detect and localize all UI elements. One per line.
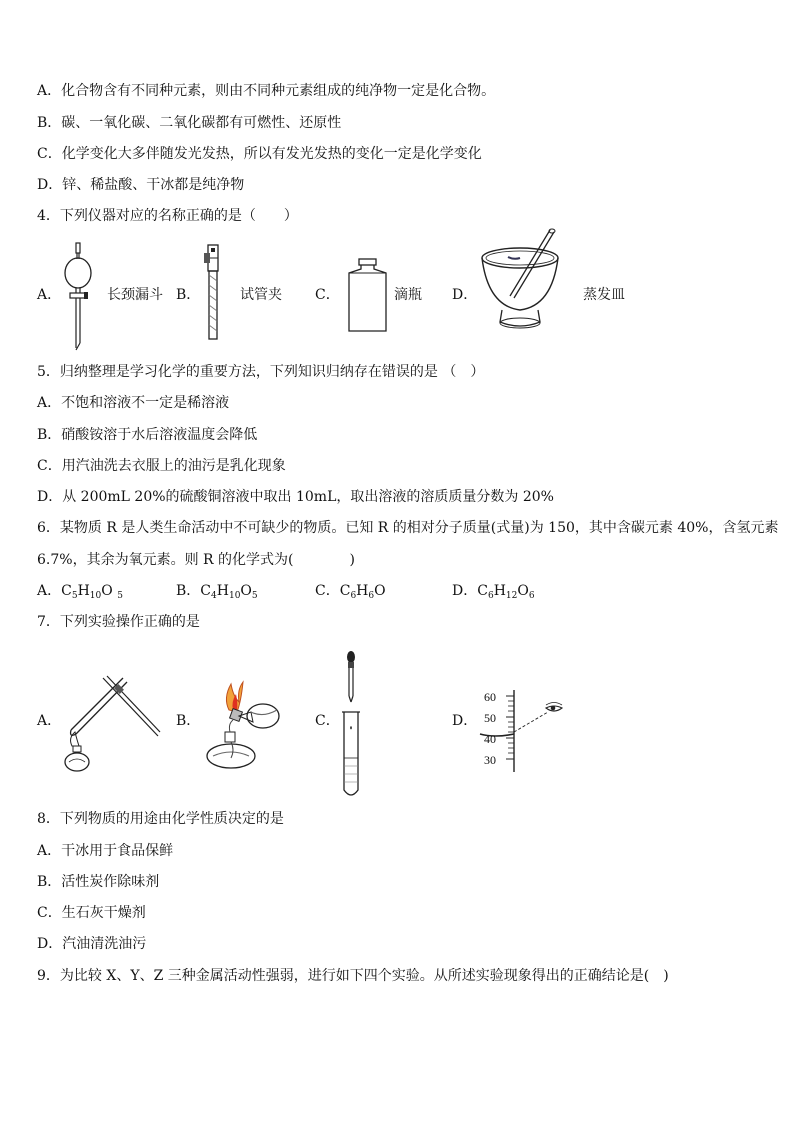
q8-stem: 8．下列物质的用途由化学性质决定的是 <box>37 811 284 827</box>
q3-option-c: C．化学变化大多伴随发光发热，所以有发光发热的变化一定是化学变化 <box>37 146 482 162</box>
q4-option-d-name: 蒸发皿 <box>583 287 625 303</box>
q6-stem-line1: 6．某物质 R 是人类生命活动中不可缺少的物质。已知 R 的相对分子质量(式量)为 150，其中含碳元素 40%，含氢元素 <box>37 520 779 536</box>
cylinder-mark-40: 40 <box>484 732 496 746</box>
alcohol-lamp-lighting-image <box>203 680 283 770</box>
mortar-pestle-image <box>478 226 563 336</box>
q6-option-a: A．$C_5H_{10}O$ $_5$ <box>37 583 123 601</box>
q7-option-c-letter: C． <box>315 713 340 729</box>
q8-option-c: C．生石灰干燥剂 <box>37 905 146 921</box>
graduated-cylinder-reading-image <box>480 690 570 775</box>
q5-option-a: A．不饱和溶液不一定是稀溶液 <box>37 395 230 411</box>
q7-option-b-letter: B． <box>176 713 201 729</box>
q8-option-a: A．干冰用于食品保鲜 <box>37 843 174 859</box>
q4-option-a-name: 长颈漏斗 <box>107 287 163 303</box>
cylinder-mark-50: 50 <box>484 711 496 725</box>
q5-option-c: C．用汽油洗去衣服上的油污是乳化现象 <box>37 458 286 474</box>
q4-option-b-letter: B． <box>176 287 201 303</box>
heating-test-tube-image <box>63 670 163 775</box>
q4-option-b-name: 试管夹 <box>240 287 282 303</box>
q4-stem: 4．下列仪器对应的名称正确的是（ ） <box>37 208 298 224</box>
cylinder-mark-30: 30 <box>484 753 496 767</box>
q4-option-a-letter: A． <box>37 287 62 303</box>
separatory-funnel-image <box>58 243 98 353</box>
q7-option-d-letter: D． <box>452 713 478 729</box>
q7-stem: 7．下列实验操作正确的是 <box>37 614 200 630</box>
q6-stem-line2: 6.7%，其余为氧元素。则 R 的化学式为( ) <box>37 552 355 568</box>
q8-option-d: D．汽油清洗油污 <box>37 936 147 952</box>
test-tube-clamp-image <box>200 245 230 340</box>
q3-option-d: D．锌、稀盐酸、干冰都是纯净物 <box>37 177 245 193</box>
q5-option-b: B．硝酸铵溶于水后溶液温度会降低 <box>37 427 258 443</box>
dropper-test-tube-image <box>338 650 368 800</box>
q3-option-a: A．化合物含有不同种元素，则由不同种元素组成的纯净物一定是化合物。 <box>37 83 496 99</box>
q5-option-d: D．从 200mL 20%的硫酸铜溶液中取出 10mL，取出溶液的溶质质量分数为 20% <box>37 489 554 505</box>
q4-option-d-letter: D． <box>452 287 478 303</box>
q9-stem: 9．为比较 X、Y、Z 三种金属活动性强弱，进行如下四个实验。从所述实验现象得出的正确结论是( ) <box>37 968 669 984</box>
q8-option-b: B．活性炭作除味剂 <box>37 874 160 890</box>
q4-option-c-letter: C． <box>315 287 340 303</box>
reagent-bottle-image <box>345 259 390 334</box>
q3-option-b: B．碳、一氧化碳、二氧化碳都有可燃性、还原性 <box>37 115 342 131</box>
q6-option-c: C．$C_6H_6O$ <box>315 583 386 601</box>
q4-option-c-name: 滴瓶 <box>394 287 422 303</box>
q6-option-b: B．$C_4H_{10}O_5$ <box>176 583 258 601</box>
q7-option-a-letter: A． <box>37 713 62 729</box>
q5-stem: 5．归纳整理是学习化学的重要方法，下列知识归纳存在错误的是 （ ） <box>37 364 485 380</box>
cylinder-mark-60: 60 <box>484 690 496 704</box>
q6-option-d: D．$C_6H_{12}O_6$ <box>452 583 535 601</box>
